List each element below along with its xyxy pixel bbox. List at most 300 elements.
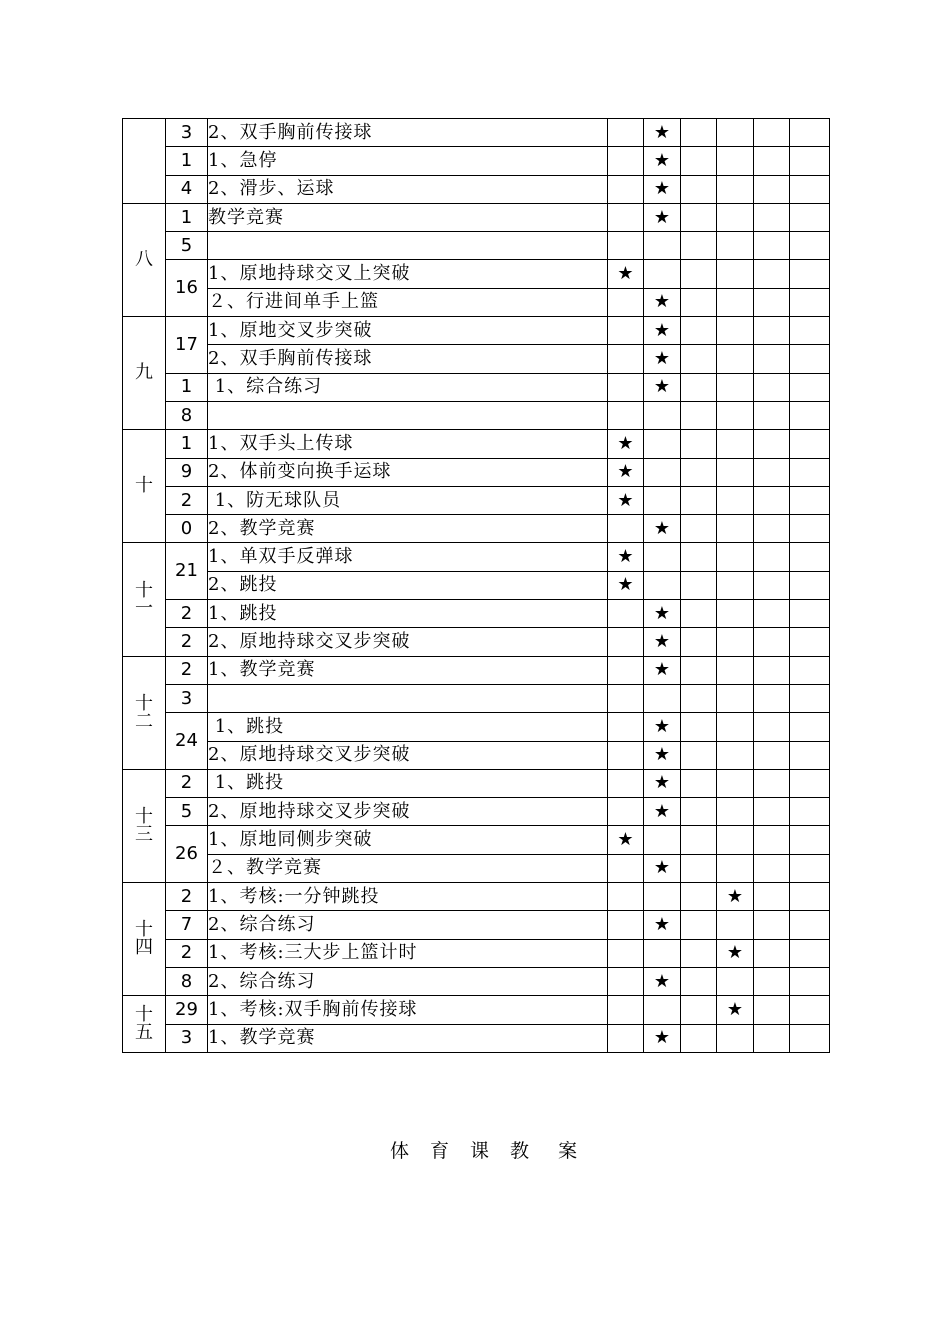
mark-cell: [717, 967, 754, 995]
mark-cell: [681, 854, 717, 882]
lesson-number-cell: 0: [166, 515, 208, 543]
mark-cell: [681, 430, 717, 458]
mark-cell: [754, 232, 790, 260]
mark-cell: [790, 741, 830, 769]
week-char: 二: [135, 710, 153, 732]
lesson-content-cell: 1、防无球队员: [208, 486, 608, 514]
table-row: [123, 826, 830, 854]
mark-cell: [681, 826, 717, 854]
mark-cell: [754, 147, 790, 175]
lesson-content-cell: 2、原地持球交叉步突破: [208, 741, 608, 769]
mark-cell: [681, 203, 717, 231]
table-row: [123, 288, 830, 316]
mark-cell: [790, 883, 830, 911]
table-row: [123, 911, 830, 939]
star-icon: ★: [617, 432, 634, 454]
mark-cell: [754, 543, 790, 571]
mark-cell: [717, 458, 754, 486]
table-row: [123, 119, 830, 147]
mark-cell: [681, 798, 717, 826]
mark-cell: [608, 288, 644, 316]
mark-cell: [717, 515, 754, 543]
mark-cell: [644, 458, 681, 486]
mark-cell: [754, 883, 790, 911]
mark-cell: [608, 373, 644, 401]
mark-cell: [790, 798, 830, 826]
star-icon: ★: [653, 800, 671, 822]
star-icon: ★: [653, 517, 671, 539]
table-row: [123, 515, 830, 543]
lesson-number-cell: 1: [166, 373, 208, 401]
mark-cell: [644, 656, 681, 684]
table-row: [123, 854, 830, 882]
star-icon: ★: [653, 602, 671, 624]
star-icon: ★: [653, 744, 671, 766]
mark-cell: [754, 1024, 790, 1052]
mark-cell: [681, 741, 717, 769]
week-char: 十: [135, 692, 153, 714]
table-row: [123, 571, 830, 599]
lesson-number-cell: 8: [166, 401, 208, 429]
mark-cell: [790, 713, 830, 741]
table-row: [123, 147, 830, 175]
lesson-number-cell: 1: [166, 203, 208, 231]
mark-cell: [644, 232, 681, 260]
lesson-content-cell: 教学竞赛: [208, 203, 608, 231]
mark-cell: [790, 232, 830, 260]
table-row: [123, 260, 830, 288]
table-row: [123, 769, 830, 797]
mark-cell: [608, 515, 644, 543]
lesson-content-cell: 1、跳投: [208, 600, 608, 628]
mark-cell: [644, 854, 681, 882]
lesson-number-cell: 29: [166, 996, 208, 1024]
mark-cell: [754, 798, 790, 826]
mark-cell: [754, 515, 790, 543]
mark-cell: [608, 260, 644, 288]
star-icon: ★: [653, 291, 671, 313]
mark-cell: [681, 911, 717, 939]
mark-cell: [681, 600, 717, 628]
mark-cell: [644, 147, 681, 175]
footer-char: 教: [510, 1140, 531, 1162]
table-row: [123, 798, 830, 826]
mark-cell: [681, 996, 717, 1024]
mark-cell: [608, 147, 644, 175]
mark-cell: [754, 967, 790, 995]
week-char: 十: [135, 579, 153, 601]
mark-cell: [608, 175, 644, 203]
mark-cell: [754, 911, 790, 939]
lesson-content-cell: [208, 232, 608, 260]
lesson-number-cell: 3: [166, 684, 208, 712]
lesson-number-cell: 5: [166, 232, 208, 260]
table-row: [123, 232, 830, 260]
mark-cell: [717, 543, 754, 571]
mark-cell: [681, 713, 717, 741]
table-row: [123, 430, 830, 458]
mark-cell: [717, 713, 754, 741]
mark-cell: [754, 826, 790, 854]
mark-cell: [717, 288, 754, 316]
mark-cell: [790, 288, 830, 316]
mark-cell: [717, 854, 754, 882]
table-row: [123, 203, 830, 231]
mark-cell: [754, 486, 790, 514]
mark-cell: [608, 854, 644, 882]
mark-cell: [681, 288, 717, 316]
mark-cell: [717, 486, 754, 514]
lesson-number-cell: 4: [166, 175, 208, 203]
mark-cell: [681, 628, 717, 656]
mark-cell: [644, 883, 681, 911]
star-icon: ★: [617, 461, 634, 483]
table-row: [123, 939, 830, 967]
mark-cell: [790, 515, 830, 543]
lesson-number-cell: 9: [166, 458, 208, 486]
mark-cell: [717, 401, 754, 429]
footer-title: [390, 1136, 598, 1163]
mark-cell: [790, 119, 830, 147]
mark-cell: [608, 119, 644, 147]
star-icon: ★: [653, 348, 671, 370]
mark-cell: [717, 373, 754, 401]
star-icon: ★: [653, 178, 671, 200]
lesson-number-cell: 24: [166, 713, 208, 770]
star-icon: ★: [653, 206, 671, 228]
lesson-content-cell: 2、教学竞赛: [208, 515, 608, 543]
lesson-number-cell: 8: [166, 967, 208, 995]
lesson-content-cell: 1、考核:一分钟跳投: [208, 883, 608, 911]
mark-cell: [717, 883, 754, 911]
mark-cell: [644, 430, 681, 458]
lesson-content-cell: 1、综合练习: [208, 373, 608, 401]
table-row: [123, 996, 830, 1024]
mark-cell: [717, 996, 754, 1024]
mark-cell: [790, 317, 830, 345]
mark-cell: [681, 119, 717, 147]
week-cell: [123, 430, 166, 543]
mark-cell: [681, 147, 717, 175]
mark-cell: [790, 996, 830, 1024]
week-cell: [123, 996, 166, 1053]
mark-cell: [681, 543, 717, 571]
mark-cell: [644, 628, 681, 656]
lesson-number-cell: 3: [166, 119, 208, 147]
mark-cell: [790, 571, 830, 599]
lesson-content-cell: [208, 684, 608, 712]
mark-cell: [644, 515, 681, 543]
mark-cell: [644, 175, 681, 203]
mark-cell: [754, 203, 790, 231]
star-icon: ★: [653, 319, 671, 341]
star-icon: ★: [653, 121, 671, 143]
lesson-number-cell: 17: [166, 317, 208, 374]
week-cell: [123, 543, 166, 656]
mark-cell: [754, 345, 790, 373]
mark-cell: [644, 373, 681, 401]
lesson-content-cell: 1、教学竞赛: [208, 656, 608, 684]
mark-cell: [717, 826, 754, 854]
lesson-content-cell: 1、考核:三大步上篮计时: [208, 939, 608, 967]
mark-cell: [754, 656, 790, 684]
mark-cell: [681, 232, 717, 260]
mark-cell: [681, 317, 717, 345]
mark-cell: [608, 684, 644, 712]
mark-cell: [754, 854, 790, 882]
mark-cell: [754, 430, 790, 458]
mark-cell: [717, 1024, 754, 1052]
mark-cell: [790, 826, 830, 854]
lesson-content-cell: [208, 401, 608, 429]
mark-cell: [681, 769, 717, 797]
mark-cell: [754, 996, 790, 1024]
mark-cell: [681, 515, 717, 543]
lesson-number-cell: 2: [166, 656, 208, 684]
week-cell: [123, 769, 166, 882]
table-row: [123, 600, 830, 628]
mark-cell: [644, 1024, 681, 1052]
mark-cell: [608, 203, 644, 231]
star-icon: ★: [653, 913, 671, 935]
mark-cell: [644, 826, 681, 854]
mark-cell: [644, 345, 681, 373]
mark-cell: [790, 543, 830, 571]
mark-cell: [608, 996, 644, 1024]
mark-cell: [717, 317, 754, 345]
week-char: 一: [135, 597, 153, 619]
star-icon: ★: [726, 942, 744, 964]
star-icon: ★: [653, 630, 671, 652]
mark-cell: [644, 684, 681, 712]
mark-cell: [681, 458, 717, 486]
mark-cell: [717, 119, 754, 147]
week-cell: [123, 119, 166, 204]
mark-cell: [608, 571, 644, 599]
lesson-content-cell: 2、原地持球交叉步突破: [208, 798, 608, 826]
lesson-content-cell: 2、综合练习: [208, 967, 608, 995]
mark-cell: [754, 288, 790, 316]
mark-cell: [717, 684, 754, 712]
mark-cell: [681, 260, 717, 288]
week-cell: [123, 656, 166, 769]
lesson-content-cell: 2、原地持球交叉步突破: [208, 628, 608, 656]
star-icon: ★: [726, 998, 744, 1020]
mark-cell: [608, 486, 644, 514]
star-icon: ★: [653, 659, 671, 681]
lesson-number-cell: 21: [166, 543, 208, 600]
lesson-number-cell: 1: [166, 147, 208, 175]
table-row: [123, 967, 830, 995]
mark-cell: [608, 826, 644, 854]
table-row: [123, 458, 830, 486]
star-icon: ★: [653, 1027, 671, 1049]
mark-cell: [681, 1024, 717, 1052]
table-row: [123, 656, 830, 684]
mark-cell: [754, 373, 790, 401]
footer-char: 课: [470, 1140, 491, 1162]
teaching-schedule-table: [122, 118, 830, 1053]
mark-cell: [717, 656, 754, 684]
mark-cell: [608, 232, 644, 260]
mark-cell: [790, 147, 830, 175]
lesson-content-cell: 2、双手胸前传接球: [208, 345, 608, 373]
week-char: 十: [135, 805, 153, 827]
week-char: 八: [135, 248, 153, 270]
mark-cell: [754, 401, 790, 429]
mark-cell: [681, 571, 717, 599]
star-icon: ★: [653, 715, 671, 737]
mark-cell: [644, 798, 681, 826]
lesson-number-cell: 1: [166, 430, 208, 458]
lesson-number-cell: 2: [166, 486, 208, 514]
mark-cell: [790, 458, 830, 486]
mark-cell: [717, 911, 754, 939]
week-char: 四: [135, 937, 153, 959]
mark-cell: [608, 430, 644, 458]
week-cell: [123, 317, 166, 430]
table-row: [123, 543, 830, 571]
lesson-content-cell: ２、行进间单手上篮: [208, 288, 608, 316]
mark-cell: [790, 175, 830, 203]
mark-cell: [790, 401, 830, 429]
mark-cell: [681, 883, 717, 911]
mark-cell: [790, 373, 830, 401]
mark-cell: [681, 175, 717, 203]
lesson-content-cell: 1、跳投: [208, 769, 608, 797]
lesson-number-cell: 5: [166, 798, 208, 826]
mark-cell: [754, 260, 790, 288]
mark-cell: [790, 203, 830, 231]
mark-cell: [717, 260, 754, 288]
star-icon: ★: [617, 263, 634, 285]
week-char: 九: [135, 362, 153, 384]
mark-cell: [608, 543, 644, 571]
mark-cell: [717, 769, 754, 797]
mark-cell: [681, 345, 717, 373]
mark-cell: [754, 741, 790, 769]
mark-cell: [717, 798, 754, 826]
mark-cell: [754, 769, 790, 797]
lesson-content-cell: 2、双手胸前传接球: [208, 119, 608, 147]
week-cell: [123, 883, 166, 996]
lesson-number-cell: 2: [166, 600, 208, 628]
mark-cell: [608, 713, 644, 741]
lesson-number-cell: 7: [166, 911, 208, 939]
mark-cell: [790, 430, 830, 458]
footer-char: 体: [390, 1140, 411, 1162]
mark-cell: [754, 684, 790, 712]
lesson-content-cell: 1、原地交叉步突破: [208, 317, 608, 345]
mark-cell: [608, 967, 644, 995]
mark-cell: [608, 401, 644, 429]
footer-char: 案: [558, 1140, 579, 1162]
week-cell: [123, 203, 166, 316]
star-icon: ★: [653, 149, 671, 171]
lesson-number-cell: 26: [166, 826, 208, 883]
mark-cell: [790, 967, 830, 995]
mark-cell: [644, 203, 681, 231]
mark-cell: [790, 628, 830, 656]
star-icon: ★: [653, 857, 671, 879]
mark-cell: [644, 119, 681, 147]
mark-cell: [608, 458, 644, 486]
mark-cell: [754, 939, 790, 967]
mark-cell: [644, 996, 681, 1024]
lesson-content-cell: 1、考核:双手胸前传接球: [208, 996, 608, 1024]
mark-cell: [644, 911, 681, 939]
mark-cell: [717, 430, 754, 458]
lesson-number-cell: 16: [166, 260, 208, 317]
mark-cell: [608, 600, 644, 628]
lesson-content-cell: 2、综合练习: [208, 911, 608, 939]
mark-cell: [790, 486, 830, 514]
star-icon: ★: [617, 829, 634, 851]
week-char: 三: [135, 823, 153, 845]
mark-cell: [681, 967, 717, 995]
mark-cell: [717, 628, 754, 656]
mark-cell: [644, 713, 681, 741]
mark-cell: [608, 656, 644, 684]
mark-cell: [608, 883, 644, 911]
mark-cell: [608, 798, 644, 826]
week-char: 十: [135, 919, 153, 941]
mark-cell: [681, 486, 717, 514]
mark-cell: [790, 656, 830, 684]
star-icon: ★: [617, 489, 634, 511]
mark-cell: [717, 175, 754, 203]
mark-cell: [644, 401, 681, 429]
mark-cell: [754, 175, 790, 203]
mark-cell: [790, 854, 830, 882]
star-icon: ★: [726, 885, 744, 907]
mark-cell: [644, 317, 681, 345]
mark-cell: [681, 684, 717, 712]
table-row: [123, 345, 830, 373]
star-icon: ★: [617, 574, 634, 596]
table-row: [123, 713, 830, 741]
table-row: [123, 684, 830, 712]
lesson-content-cell: 2、跳投: [208, 571, 608, 599]
mark-cell: [717, 939, 754, 967]
mark-cell: [644, 769, 681, 797]
mark-cell: [608, 345, 644, 373]
lesson-content-cell: 2、滑步、运球: [208, 175, 608, 203]
mark-cell: [608, 1024, 644, 1052]
mark-cell: [717, 345, 754, 373]
lesson-content-cell: 1、单双手反弹球: [208, 543, 608, 571]
lesson-content-cell: ２、教学竞赛: [208, 854, 608, 882]
mark-cell: [681, 373, 717, 401]
mark-cell: [608, 939, 644, 967]
mark-cell: [644, 939, 681, 967]
mark-cell: [754, 458, 790, 486]
mark-cell: [717, 600, 754, 628]
mark-cell: [644, 741, 681, 769]
mark-cell: [754, 317, 790, 345]
mark-cell: [754, 628, 790, 656]
mark-cell: [644, 288, 681, 316]
mark-cell: [608, 769, 644, 797]
mark-cell: [754, 600, 790, 628]
star-icon: ★: [653, 772, 671, 794]
mark-cell: [790, 769, 830, 797]
mark-cell: [790, 600, 830, 628]
star-icon: ★: [653, 376, 671, 398]
table-row: [123, 628, 830, 656]
mark-cell: [790, 684, 830, 712]
mark-cell: [790, 345, 830, 373]
